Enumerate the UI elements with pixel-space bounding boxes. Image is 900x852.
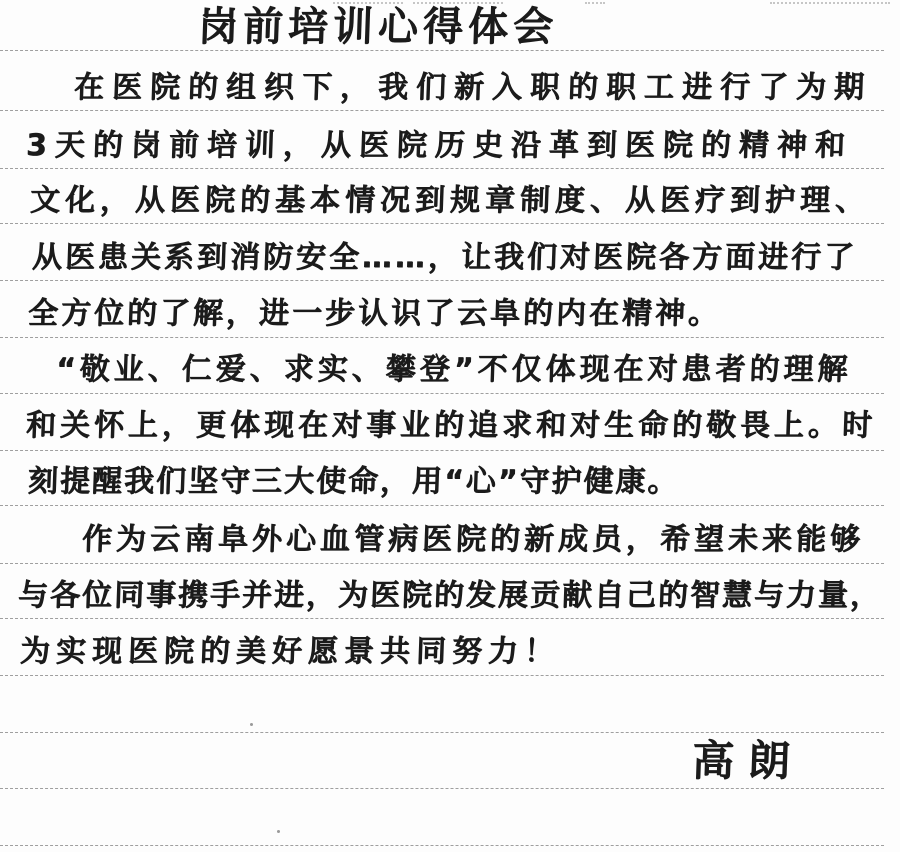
ruled-line bbox=[0, 168, 884, 169]
ink-speck bbox=[277, 830, 280, 833]
ruled-line bbox=[0, 788, 884, 789]
ruled-line bbox=[0, 280, 884, 281]
ruled-line bbox=[0, 450, 884, 451]
ruled-line bbox=[0, 110, 884, 111]
ruled-line bbox=[0, 337, 884, 338]
note-line: 作为云南阜外心血管病医院的新成员，希望未来能够 bbox=[81, 522, 865, 557]
note-line: 在医院的组织下，我们新入职的职工进行了为期 bbox=[73, 70, 873, 105]
ruled-line bbox=[0, 732, 884, 733]
scan-artifact bbox=[585, 2, 605, 4]
ruled-line bbox=[0, 393, 884, 394]
note-title: 岗前培训心得体会 bbox=[197, 4, 559, 50]
ruled-line bbox=[0, 675, 884, 676]
ruled-line bbox=[0, 845, 884, 846]
ruled-line bbox=[0, 563, 884, 564]
note-line: 文化，从医院的基本情况到规章制度、从医疗到护理、 bbox=[29, 183, 871, 218]
note-line: 3天的岗前培训，从医院历史沿革到医院的精神和 bbox=[25, 128, 854, 163]
note-line: 全方位的了解，进一步认识了云阜的内在精神。 bbox=[27, 296, 722, 331]
ink-speck bbox=[250, 723, 253, 726]
ruled-line bbox=[0, 618, 884, 619]
signature: 高朗 bbox=[691, 736, 805, 785]
note-line: 和关怀上，更体现在对事业的追求和对生命的敬畏上。时 bbox=[25, 408, 877, 443]
ruled-line bbox=[0, 50, 884, 51]
scan-artifact bbox=[770, 2, 890, 4]
note-line: 为实现医院的美好愿景共同努力！ bbox=[19, 634, 561, 669]
note-line: 与各位同事携手并进，为医院的发展贡献自己的智慧与力量， bbox=[17, 578, 883, 613]
note-line: 从医患关系到消防安全……，让我们对医院各方面进行了 bbox=[31, 240, 858, 275]
note-line: 刻提醒我们坚守三大使命，用“心”守护健康。 bbox=[27, 464, 681, 499]
note-line: “敬业、仁爱、求实、攀登”不仅体现在对患者的理解 bbox=[55, 352, 853, 387]
ruled-line bbox=[0, 223, 884, 224]
ruled-line bbox=[0, 505, 884, 506]
